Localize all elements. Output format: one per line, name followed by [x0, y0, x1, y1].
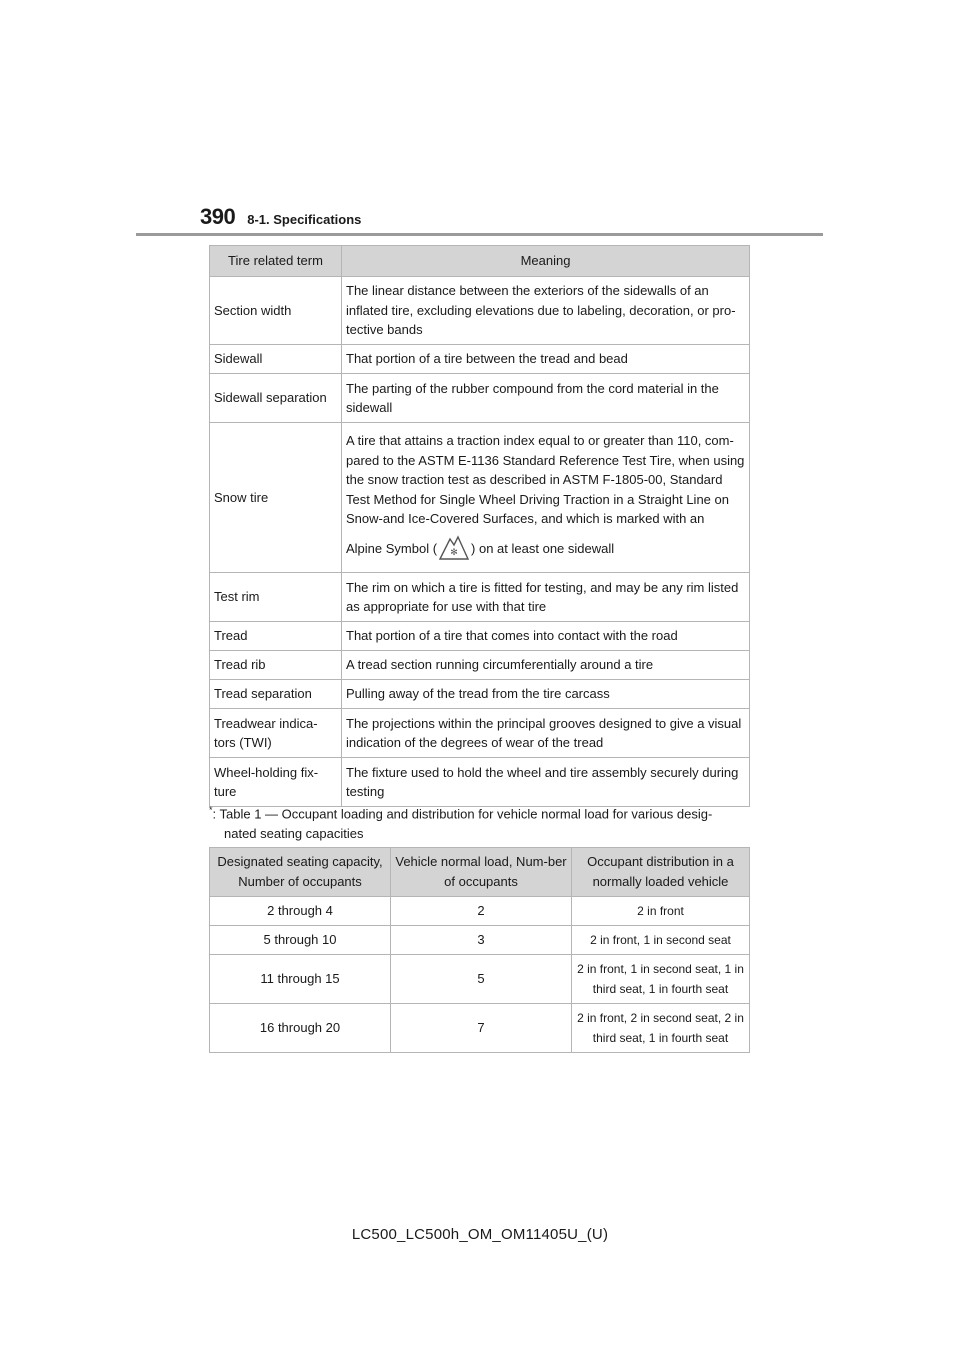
meaning-cell: That portion of a tire between the tread and bead	[342, 345, 750, 374]
table-row	[210, 374, 750, 423]
term-cell: Section width	[210, 277, 342, 345]
meaning-cell: Pulling away of the tread from the tire carcass	[342, 680, 750, 709]
meaning-cell	[342, 423, 750, 573]
meaning-cell: The parting of the rubber compound from the cord material in the sidewall	[342, 374, 750, 423]
term-cell: Tread	[210, 622, 342, 651]
column-header-load: Vehicle normal load, Num-ber of occupants	[391, 848, 572, 897]
footnote	[209, 800, 754, 844]
table-row	[210, 622, 750, 651]
table-row	[210, 345, 750, 374]
footnote-line-1: : Table 1 — Occupant loading and distribution for vehicle normal load for various desig-	[212, 806, 713, 822]
distribution-cell: 2 in front	[572, 897, 750, 926]
alpine-symbol-icon	[438, 533, 470, 567]
term-cell: Snow tire	[210, 423, 342, 573]
meaning-cell: The rim on which a tire is fitted for testing, and may be any rim listed as appropriate for use with that tire	[342, 573, 750, 622]
distribution-cell: 2 in front, 2 in second seat, 2 in third seat, 1 in fourth seat	[572, 1004, 750, 1053]
footnote-line-2: nated seating capacities	[224, 826, 364, 842]
term-cell: Sidewall separation	[210, 374, 342, 423]
term-cell: Treadwear indica-tors (TWI)	[210, 709, 342, 758]
table-row	[210, 926, 750, 955]
header-divider	[136, 233, 823, 236]
occupant-distribution-table	[209, 847, 750, 1053]
table-row	[210, 709, 750, 758]
table-row	[210, 897, 750, 926]
column-header-meaning: Meaning	[342, 246, 750, 277]
meaning-cell: The fixture used to hold the wheel and tire assembly securely during testing	[342, 758, 750, 807]
meaning-cell: A tread section running circumferentially around a tire	[342, 651, 750, 680]
meaning-cell: That portion of a tire that comes into contact with the road	[342, 622, 750, 651]
alpine-line-start: Alpine Symbol (	[346, 540, 438, 556]
table-row	[210, 1004, 750, 1053]
footnote-marker: *	[209, 805, 213, 815]
snow-tire-definition: A tire that attains a traction index equal to or greater than 110, com-pared to the ASTM E-1136 Standard Reference Test Tire, when using the snow traction test as described in ASTM F-1805-00, Standard Test Method for Single Wheel Driving Traction in a Straight Line on Snow-and Ice-Covered Surfaces, and which is marked with an	[346, 433, 745, 526]
meaning-cell: The projections within the principal grooves designed to give a visual indication of the degrees of wear of the tread	[342, 709, 750, 758]
capacity-cell: 2 through 4	[210, 897, 391, 926]
term-cell: Wheel-holding fix-ture	[210, 758, 342, 807]
term-cell: Sidewall	[210, 345, 342, 374]
table-row	[210, 680, 750, 709]
term-cell: Tread separation	[210, 680, 342, 709]
load-cell: 2	[391, 897, 572, 926]
load-cell: 3	[391, 926, 572, 955]
load-cell: 7	[391, 1004, 572, 1053]
distribution-cell: 2 in front, 1 in second seat, 1 in third seat, 1 in fourth seat	[572, 955, 750, 1004]
table-header-row	[210, 246, 750, 277]
meaning-cell: The linear distance between the exteriors of the sidewalls of an inflated tire, excluding elevations due to labeling, decoration, or pro-tective bands	[342, 277, 750, 345]
table-row	[210, 423, 750, 573]
alpine-line-end: ) on at least one sidewall	[471, 540, 615, 556]
document-id-footer: LC500_LC500h_OM_OM11405U_(U)	[351, 1226, 609, 1243]
table-row	[210, 955, 750, 1004]
alpine-symbol-line	[346, 533, 745, 567]
tire-terms-table	[209, 245, 750, 807]
column-header-capacity: Designated seating capacity, Number of occupants	[210, 848, 391, 897]
section-title: 8-1. Specifications	[247, 212, 362, 227]
term-cell: Test rim	[210, 573, 342, 622]
table-header-row	[210, 848, 750, 897]
page-number: 390	[200, 204, 236, 229]
capacity-cell: 16 through 20	[210, 1004, 391, 1053]
page-header	[200, 204, 361, 230]
table-row	[210, 651, 750, 680]
column-header-term: Tire related term	[210, 246, 342, 277]
svg-text:✻: ✻	[450, 547, 458, 558]
load-cell: 5	[391, 955, 572, 1004]
table-row	[210, 573, 750, 622]
table-row	[210, 277, 750, 345]
capacity-cell: 5 through 10	[210, 926, 391, 955]
term-cell: Tread rib	[210, 651, 342, 680]
capacity-cell: 11 through 15	[210, 955, 391, 1004]
distribution-cell: 2 in front, 1 in second seat	[572, 926, 750, 955]
column-header-distribution: Occupant distribution in a normally loaded vehicle	[572, 848, 750, 897]
